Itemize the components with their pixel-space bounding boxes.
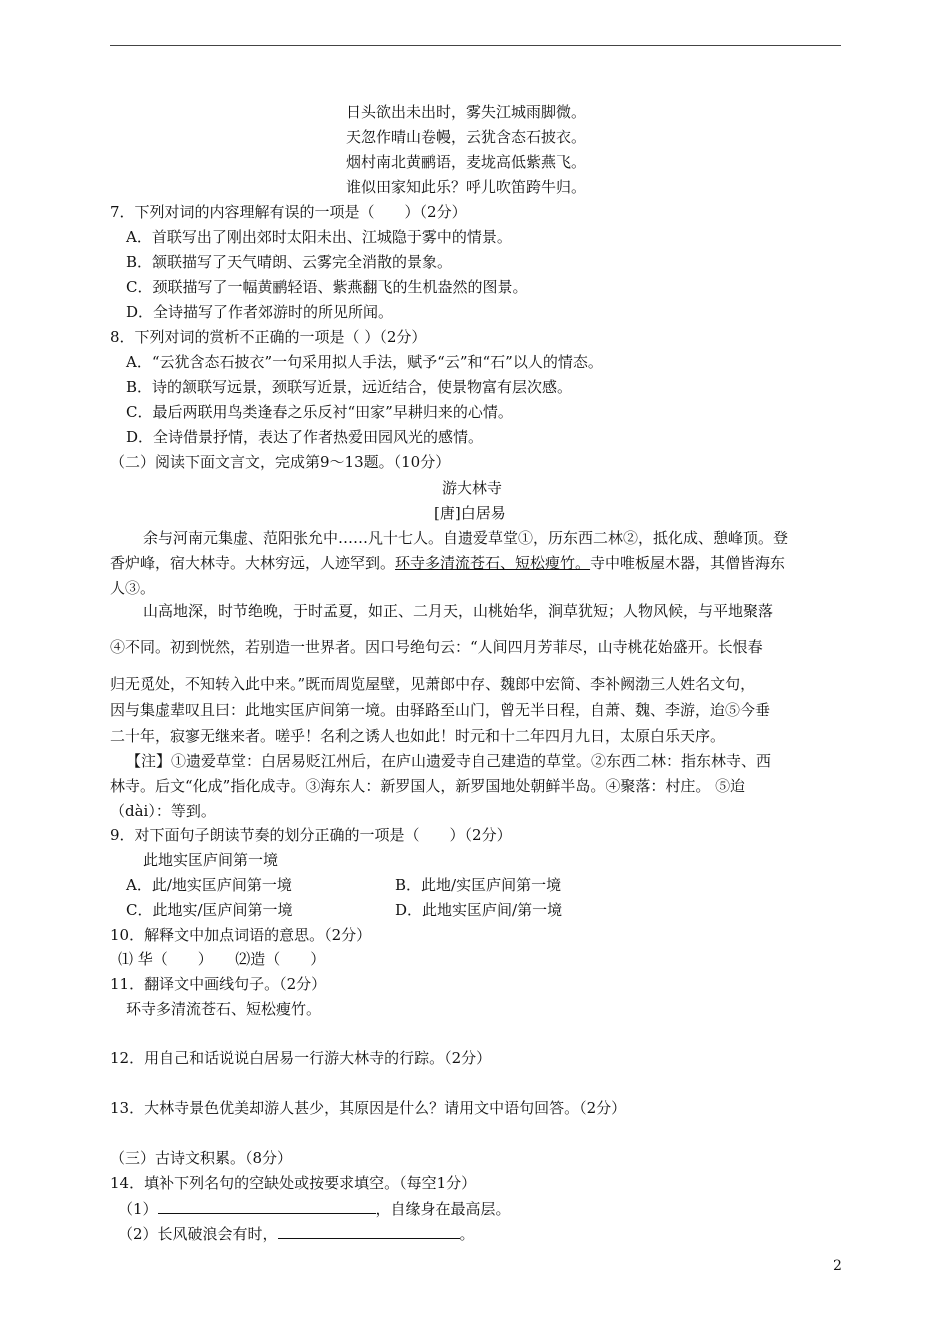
- q8-option-d: D．全诗借景抒情，表达了作者热爱田园风光的感情。: [126, 428, 484, 446]
- passage-p2-line-4: 因与集虚辈叹且曰：此地实匡庐间第一境。由驿路至山门，曾无半日程，自萧、魏、李游，迨⑤今垂: [110, 701, 771, 719]
- q10-items: ⑴ 华（ ） ⑵造（ ）: [118, 950, 326, 968]
- poem-line-2: 天忽作晴山卷幔，云犹含态石披衣。: [346, 128, 587, 146]
- q9-option-a: A．此/地实匡庐间第一境: [126, 876, 292, 894]
- passage-p2-line-3: 归无觅处，不知转入此中来。”既而周览屋壁，见萧郎中存、魏郎中宏简、李补阙渤三人姓名文句，: [110, 675, 756, 693]
- q9-sentence: 此地实匡庐间第一境: [143, 851, 279, 869]
- q9-option-d: D．此地实匡庐间/第一境: [395, 901, 563, 919]
- q9-option-c: C．此地实/匡庐间第一境: [126, 901, 293, 919]
- q14-item-2-prefix: （2）长风破浪会有时，: [118, 1225, 278, 1243]
- q14-item-1-prefix: （1）: [118, 1200, 158, 1218]
- section-2-heading: （二）阅读下面文言文，完成第9～13题。（10分）: [110, 453, 451, 471]
- passage-p1-line-2b: 寺中唯板屋木器，其僧皆海东: [590, 554, 786, 572]
- passage-p1-line-3: 人③。: [110, 579, 156, 597]
- passage-p1-line-1: 余与河南元集虚、范阳张允中……凡十七人。自遗爱草堂①，历东西二林②，抵化成、憩峰顶。登: [143, 529, 789, 547]
- header-rule: [110, 45, 841, 46]
- q8-option-a: A．“云犹含态石披衣”一句采用拟人手法，赋予“云”和“石”以人的情态。: [126, 353, 603, 371]
- q11-stem: 11．翻译文中画线句子。（2分）: [110, 975, 327, 993]
- q14-item-1-suffix: ，自缘身在最高层。: [375, 1200, 511, 1218]
- passage-p2-line-1: 山高地深，时节绝晚，于时孟夏，如正、二月天，山桃始华，涧草犹短；人物风候，与平地聚落: [143, 602, 774, 620]
- q8-stem: 8．下列对词的赏析不正确的一项是（ ）（2分）: [110, 328, 427, 346]
- passage-p2-line-5: 二十年，寂寥无继来者。嗟乎！名利之诱人也如此！时元和十二年四月九日，太原白乐天序。: [110, 727, 726, 745]
- q7-option-c: C．颈联描写了一幅黄鹂轻语、紫燕翻飞的生机盎然的图景。: [126, 278, 528, 296]
- q14-item-2-suffix: 。: [459, 1225, 475, 1243]
- q7-stem: 7．下列对词的内容理解有误的一项是（ ）（2分）: [110, 203, 467, 221]
- section-3-heading: （三）古诗文积累。（8分）: [110, 1149, 293, 1167]
- passage-p1-line-2a: 香炉峰，宿大林寺。大林穷远，人迹罕到。: [110, 554, 396, 572]
- passage-author: [唐]白居易: [434, 504, 506, 522]
- passage-p2-line-2: ④不同。初到恍然，若别造一世界者。因口号绝句云：“人间四月芳菲尽，山寺桃花始盛开。长恨春: [110, 638, 763, 656]
- q7-option-a: A．首联写出了刚出郊时太阳未出、江城隐于雾中的情景。: [126, 228, 512, 246]
- q8-option-b: B．诗的颔联写远景，颈联写近景，远近结合，使景物富有层次感。: [126, 378, 573, 396]
- q9-option-b: B．此地/实匡庐间第一境: [395, 876, 562, 894]
- q8-option-c: C．最后两联用鸟类逢春之乐反衬“田家”早耕归来的心情。: [126, 403, 513, 421]
- poem-line-3: 烟村南北黄鹂语，麦垅高低紫燕飞。: [346, 153, 587, 171]
- q14-stem: 14．填补下列名句的空缺处或按要求填空。（每空1分）: [110, 1174, 477, 1192]
- q12-stem: 12．用自己和话说说白居易一行游大林寺的行踪。（2分）: [110, 1049, 492, 1067]
- q9-stem: 9．对下面句子朗读节奏的划分正确的一项是（ ）（2分）: [110, 826, 512, 844]
- answer-blank-2[interactable]: [278, 1223, 460, 1239]
- notes-line-3: （dài）：等到。: [110, 802, 216, 820]
- q14-item-1: [118, 1198, 511, 1219]
- notes-line-1: 【注】①遗爱草堂：白居易贬江州后，在庐山遗爱寺自己建造的草堂。②东西二林：指东林寺、西: [126, 752, 772, 770]
- q10-stem: 10．解释文中加点词语的意思。（2分）: [110, 926, 372, 944]
- q13-stem: 13．大林寺景色优美却游人甚少，其原因是什么？请用文中语句回答。（2分）: [110, 1099, 627, 1117]
- poem-line-4: 谁似田家知此乐？呼儿吹笛跨牛归。: [346, 178, 587, 196]
- q11-sentence: 环寺多清流苍石、短松瘦竹。: [126, 1000, 322, 1018]
- poem-line-1: 日头欲出未出时，雾失江城雨脚微。: [346, 103, 587, 121]
- passage-title: 游大林寺: [442, 479, 503, 497]
- notes-line-2: 林寺。后文“化成”指化成寺。③海东人：新罗国人，新罗国地处朝鲜半岛。④聚落：村庄。 ⑤迨: [110, 777, 746, 795]
- q14-item-2: [118, 1223, 475, 1244]
- q7-option-b: B．颔联描写了天气晴朗、云雾完全消散的景象。: [126, 253, 453, 271]
- passage-p1-line-2: [110, 553, 785, 573]
- underlined-sentence: 环寺多清流苍石、短松瘦竹。: [395, 554, 591, 572]
- page-number: 2: [833, 1258, 842, 1274]
- answer-blank-1[interactable]: [158, 1198, 376, 1214]
- q7-option-d: D．全诗描写了作者郊游时的所见所闻。: [126, 303, 394, 321]
